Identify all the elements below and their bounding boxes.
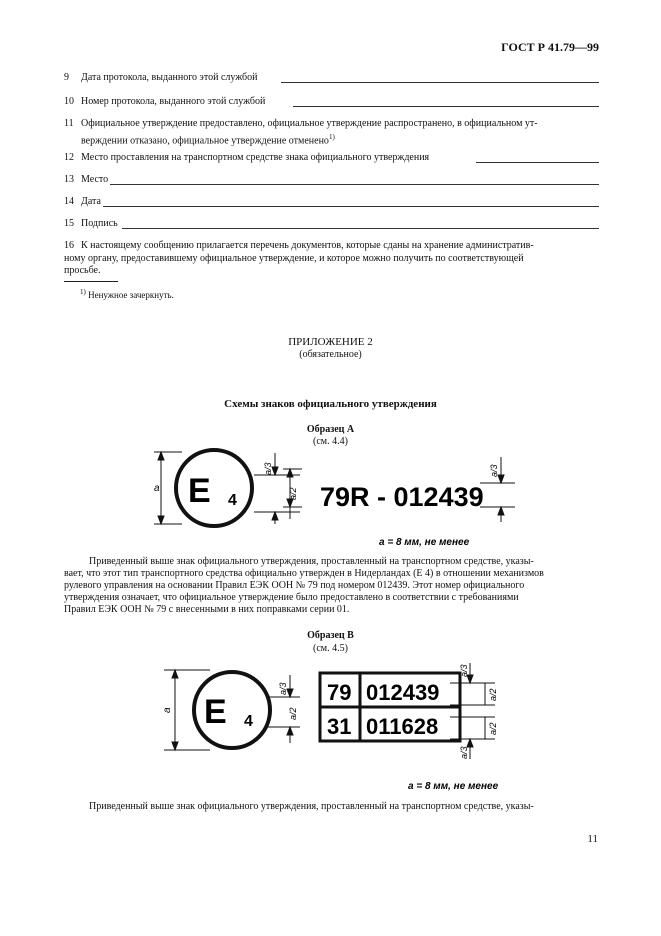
item-number: 16 bbox=[64, 240, 74, 251]
item-number: 14 bbox=[64, 196, 74, 207]
sample-a-description bbox=[64, 556, 599, 616]
dimension-right bbox=[450, 663, 495, 759]
item-label: Место bbox=[81, 174, 109, 185]
reg-number-1: 79 bbox=[327, 680, 352, 705]
item-number: 10 bbox=[64, 96, 74, 107]
fill-line bbox=[476, 162, 599, 163]
min-size-note: a = 8 мм, не менее bbox=[379, 537, 470, 548]
dim-a3-label: a/3 bbox=[263, 462, 273, 475]
paragraph-line: Правил ЕЭК ООН № 79 с внесенными в них поправками серии 01. bbox=[64, 604, 350, 615]
e-letter: E bbox=[188, 472, 211, 510]
appendix-title: ПРИЛОЖЕНИЕ 2 bbox=[288, 336, 373, 348]
item-label: Дата bbox=[81, 196, 101, 207]
item-number: 9 bbox=[64, 72, 69, 83]
item-label: Место проставления на транспортном средстве знака официального утверждения bbox=[81, 152, 430, 163]
fill-line bbox=[122, 228, 599, 229]
footnote-text: Ненужное зачеркнуть. bbox=[88, 290, 174, 300]
paragraph-line: рулевого управления на основании Правил ЕЭК ООН № 79 под номером 012439. Этот номер официального bbox=[64, 580, 525, 591]
paragraph-line: утверждения означает, что официальное утверждение было предоставлено в соответствии с требованиями bbox=[64, 592, 519, 603]
fill-line bbox=[281, 82, 599, 83]
item-number: 11 bbox=[64, 118, 74, 129]
dim-a-label: a bbox=[162, 707, 173, 713]
sample-a-diagram bbox=[150, 447, 520, 549]
appendix-subtitle: (обязательное) bbox=[299, 349, 362, 360]
sample-b-description bbox=[64, 801, 599, 813]
item-number: 13 bbox=[64, 174, 74, 185]
dim-a2-label: a/2 bbox=[288, 487, 298, 500]
footnote bbox=[80, 288, 174, 300]
footnote-rule bbox=[64, 281, 118, 282]
form-item-16 bbox=[64, 240, 599, 278]
dim-a3-right-label: a/3 bbox=[489, 464, 499, 477]
form-item-11 bbox=[64, 118, 599, 147]
fill-line bbox=[110, 184, 599, 185]
item-text-line3: просьбе. bbox=[64, 265, 101, 276]
e-letter: E bbox=[204, 693, 227, 731]
footnote-ref: 1) bbox=[328, 132, 335, 141]
sample-b-ref: (см. 4.5) bbox=[313, 643, 348, 654]
dim-a3-label: a/3 bbox=[278, 682, 288, 695]
item-label-line1: Официальное утверждение предоставлено, официальное утверждение распространено, в официальном ут- bbox=[81, 118, 538, 129]
approval-number-2: 011628 bbox=[366, 714, 439, 739]
footnote-marker: 1) bbox=[80, 288, 86, 296]
item-text-line2: ному органу, предоставившему официальное утверждение, и которое можно получить по соответствующей bbox=[64, 252, 524, 264]
item-number: 15 bbox=[64, 218, 74, 229]
item-number: 12 bbox=[64, 152, 74, 163]
paragraph-line: Приведенный выше знак официального утверждения, проставленный на транспортном средстве, указы- bbox=[89, 556, 534, 567]
country-code: 4 bbox=[244, 713, 253, 730]
page-number: 11 bbox=[587, 833, 598, 845]
item-label-line2: верждении отказано, официальное утверждение отменено bbox=[81, 134, 329, 146]
fill-line bbox=[293, 106, 599, 107]
approval-number-1: 012439 bbox=[366, 680, 440, 705]
document-code: ГОСТ Р 41.79—99 bbox=[501, 40, 599, 54]
country-code: 4 bbox=[228, 492, 237, 509]
paragraph-line: вает, что этот тип транспортного средства официально утвержден в Нидерландах (E 4) в отношении механизмов bbox=[64, 568, 544, 579]
sample-b-diagram bbox=[150, 655, 510, 795]
sample-a-ref: (см. 4.4) bbox=[313, 436, 348, 447]
sample-a-title: Образец А bbox=[306, 424, 355, 435]
dim-a2-upper-label: a/2 bbox=[488, 688, 498, 701]
dim-a-label: a bbox=[154, 483, 160, 494]
item-label: Номер протокола, выданного этой службой bbox=[81, 96, 266, 107]
reg-number-2: 31 bbox=[327, 714, 352, 739]
sample-b-title: Образец В bbox=[307, 630, 354, 641]
paragraph-line: Приведенный выше знак официального утверждения, проставленный на транспортном средстве, указы- bbox=[89, 801, 534, 812]
dim-a3-top-label: a/3 bbox=[459, 664, 469, 677]
fill-line bbox=[103, 206, 599, 207]
min-size-note: a = 8 мм, не менее bbox=[408, 781, 499, 792]
item-text-line1: К настоящему сообщению прилагается перечень документов, которые сданы на хранение административ- bbox=[81, 240, 534, 251]
item-label: Подпись bbox=[81, 218, 118, 229]
appendix-heading: Схемы знаков официального утверждения bbox=[224, 398, 437, 410]
approval-number: 79R - 012439 bbox=[320, 482, 484, 512]
dim-a2-lower-label: a/2 bbox=[488, 722, 498, 735]
dim-a3-bottom-label: a/3 bbox=[459, 746, 469, 759]
item-label: Дата протокола, выданного этой службой bbox=[81, 72, 258, 83]
dim-a2-label: a/2 bbox=[288, 707, 298, 720]
